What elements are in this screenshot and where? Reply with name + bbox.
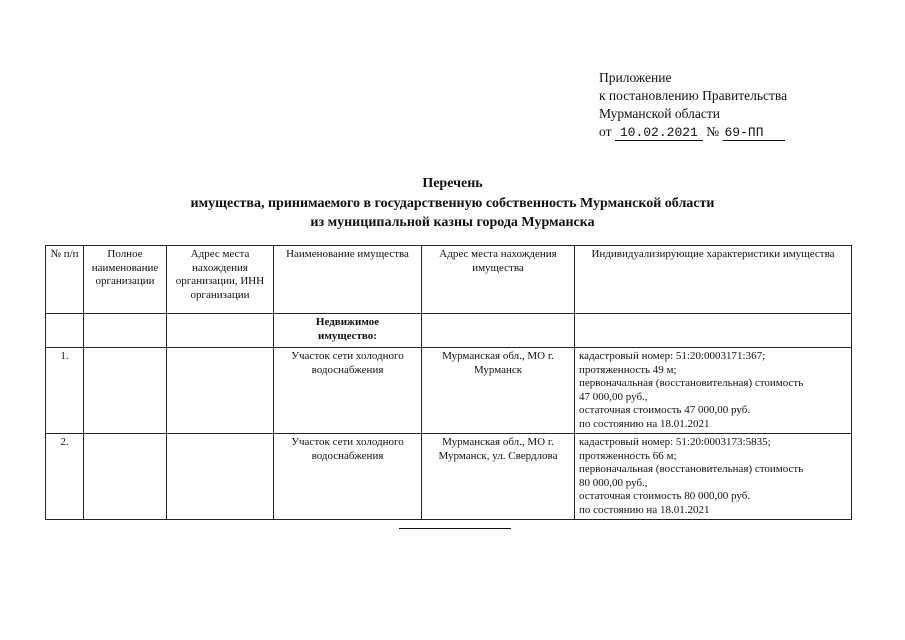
decree-number: 69-ПП — [723, 125, 785, 141]
section-cell-empty — [575, 314, 852, 348]
section-label: Недвижимое имущество: — [274, 314, 422, 348]
valuation-date: по состоянию на 18.01.2021 — [579, 503, 710, 516]
initial-cost-value: 47 000,00 руб., — [579, 390, 648, 403]
row-property-name: Участок сети холодного водоснабжения — [274, 348, 422, 434]
row-num: 1. — [46, 348, 84, 434]
section-cell-empty — [167, 314, 274, 348]
section-row — [46, 314, 852, 348]
title-line-2: имущества, принимаемого в государственную собственность Мурманской области — [190, 195, 715, 211]
row-org-address — [167, 348, 274, 434]
cadastral-number: кадастровый номер: 51:20:0003173:5835; — [579, 436, 771, 448]
property-table — [45, 245, 852, 520]
header-num: № п/п — [46, 246, 84, 314]
title-line-1: Перечень — [422, 176, 483, 191]
appendix-block — [599, 69, 787, 141]
title-line-3: из муниципальной казны города Мурманска — [310, 215, 595, 230]
decree-date: 10.02.2021 — [615, 125, 703, 141]
residual-cost: остаточная стоимость 47 000,00 руб. — [579, 404, 751, 416]
row-property-address: Мурманская обл., МО г. Мурманск, ул. Свердлова — [422, 434, 575, 520]
appendix-region-line: Мурманской области — [599, 106, 720, 121]
residual-cost: остаточная стоимость 80 000,00 руб. — [579, 490, 751, 502]
initial-cost-label: первоначальная (восстановительная) стоимость — [579, 463, 804, 475]
length: протяженность 66 м; — [579, 449, 677, 462]
table-row — [46, 348, 852, 434]
table-header-row — [46, 246, 852, 314]
header-property-address: Адрес места нахождения имущества — [422, 246, 575, 314]
row-characteristics — [575, 434, 852, 520]
row-characteristics — [575, 348, 852, 434]
table-row — [46, 434, 852, 520]
valuation-date: по состоянию на 18.01.2021 — [579, 417, 710, 430]
appendix-title: Приложение — [599, 70, 672, 85]
row-num: 2. — [46, 434, 84, 520]
end-separator-line — [399, 528, 511, 529]
length: протяженность 49 м; — [579, 363, 677, 376]
row-org-address — [167, 434, 274, 520]
row-org-name — [84, 434, 167, 520]
appendix-date-number-line — [599, 123, 787, 141]
header-org-name: Полное наименование организации — [84, 246, 167, 314]
header-characteristics: Индивидуализирующие характеристики имущества — [575, 246, 852, 314]
row-property-name: Участок сети холодного водоснабжения — [274, 434, 422, 520]
cadastral-number: кадастровый номер: 51:20:0003171:367; — [579, 350, 766, 362]
row-org-name — [84, 348, 167, 434]
number-prefix: № — [706, 124, 720, 139]
section-cell-empty — [84, 314, 167, 348]
initial-cost-label: первоначальная (восстановительная) стоимость — [579, 377, 804, 389]
section-cell-empty — [422, 314, 575, 348]
appendix-decree-line: к постановлению Правительства — [599, 88, 788, 103]
date-prefix: от — [599, 124, 612, 139]
document-title — [0, 174, 905, 233]
section-cell-empty — [46, 314, 84, 348]
initial-cost-value: 80 000,00 руб., — [579, 476, 648, 489]
row-property-address: Мурманская обл., МО г. Мурманск — [422, 348, 575, 434]
header-org-address: Адрес места нахождения организации, ИНН организации — [167, 246, 274, 314]
header-property-name: Наименование имущества — [274, 246, 422, 314]
